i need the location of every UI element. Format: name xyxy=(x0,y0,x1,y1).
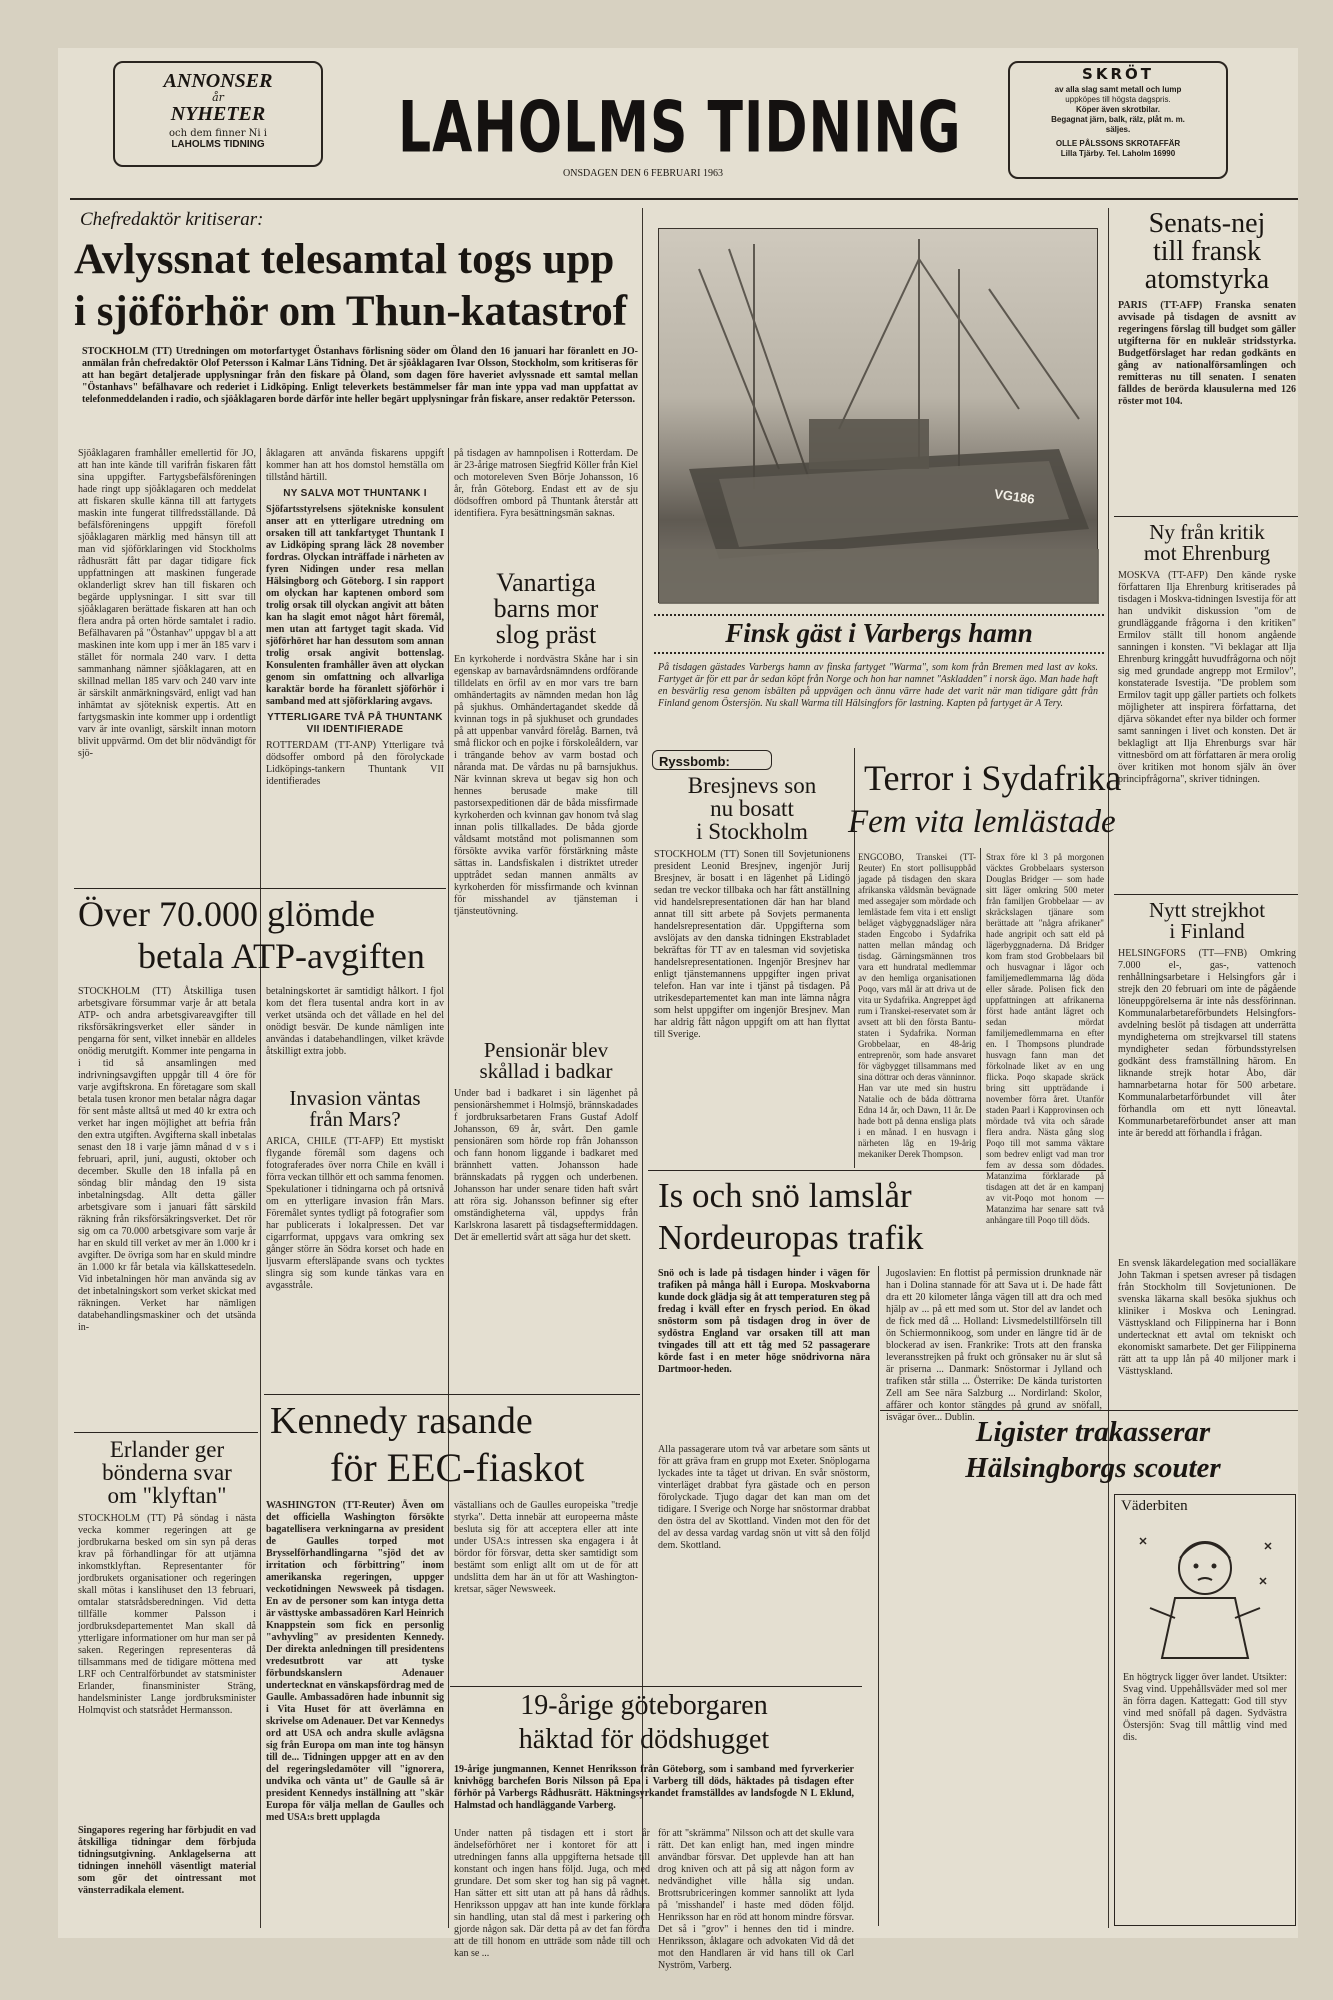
ad-left-line2: år xyxy=(212,91,224,104)
r2-rule-top xyxy=(1114,516,1298,517)
a4-body: ARICA, CHILE (TT-AFP) Ett mystiskt flygande föremål som dagens och fotograferades över norra Chile en kväll i förra veckan tillhör ett och samma fenomen. Spekulationer i tidningarna och på ortsnivå om en ytterligare invasion från Mars. Föremålet syntes tydligt på fotografier som har publicerats i lokalpressen. Det var cigarrformat, uppgavs vara omkring sex gånger större än Södra korset och hade en ljusvarm eftersläpande svans och tycktes slingra sig som kunde tänkas vara en avgasstråle. xyxy=(266,1136,444,1291)
a11-col2: Jugoslavien: En flottist på permission drunknade när han i Dolina stannade för att Sava ut i. De hade fått dra ett 20 kilometer långa vägen till att dra och med hjälp av ... på ett med som ut. Stor del av landet och de fick med då ... Holland: Livsmedelstillförseln till ön Schiermonnikoog, som under en längre tid är de blockerad av isen. Frankrike: Trots att den franska leveransstrejken på frukt och grönsaker nu är slut så är priserna ... Danmark: Snöstormar i Jylland och trafiken står stilla ... Österrike: De kända turistorten Zell am See nära Salzburg ... Nordirland: Skolor, affärer och kontor stängdes på grund av snöfall, isvägar över... Dublin. xyxy=(886,1268,1102,1423)
r3-rule-top xyxy=(1114,894,1298,895)
r1-headline-2: till fransk xyxy=(1152,236,1262,267)
r2-box xyxy=(1118,522,1296,888)
a7-body: Under bad i badkaret i sin lägenhet på pensionärshemmet i Holmsjö, brännskadades f jordbruksarbetaren Frans Gustaf Adolf Johansson, 69 år, svårt. Den gamle pensionären som hörde rop från Johansson och fann honom liggande i badkaret med brännhett vatten. Johansson hade brännskadats på ryggen och underbenen. Johansson har under senare tiden haft svårt att röra sig. Johansson befinner sig efter omständigheterna väl, uppdys från Karlskrona lasarett på tisdagseftermiddagen. Det är emellertid svårt att säga hur det skett. xyxy=(454,1088,638,1243)
r1-headline-3: atomstyrka xyxy=(1144,264,1270,295)
r3-headline-1: Nytt strejkhot xyxy=(1148,898,1266,922)
ad-box-right xyxy=(1008,61,1228,179)
a11-headline-1: Is och snö lamslår xyxy=(658,1176,912,1215)
r5-headline-1: Ligister trakasserar xyxy=(975,1416,1211,1448)
a9-kicker: Ryssbomb: xyxy=(659,754,730,769)
r2-body: MOSKVA (TT-AFP) Den kände ryske författaren Ilja Ehrenburg kritiserades på tisdagen i Moskva-tidningen Isvestija för att han undvikit diskussion "om de grundläggande frågorna i den kritiken" Ermilov ställt till honom angående sanningen i konsten. "Vi beklagar att Ilja Ehrenburg kringgått huvudfrågorna och nöjt sig med grundade angrepp mot Ermilov", konstaterade Isvestija. "De problem som Ermilov tagit upp gäller partiets och folkets möjligheter att inspirera författarna, det djärva sökandet efter nya bilder och former samt sanningen i livet och konsten. Det är beklagligt att Ilja Ehrenburgs svar här vittnesbörd om att författaren är mera orolig över kritiken mot honom själv än över principfrågorna", skriver tidningen. xyxy=(1118,570,1296,785)
ad-right-line6: OLLE PÅLSSONS SKROTAFFÄR xyxy=(1055,139,1181,148)
r4-body: En svensk läkardelegation med socialläkare John Takman i spetsen avreser på tisdagen från Stockholm till Sovjetunionen. De svenska läkarna skall besöka sjukhus och kliniker i Moskva och Leningrad. Västtyskland och Filippinerna har i Bonn undertecknat ett avtal om tekniskt och ekonomiskt samarbete. Det ger Filippinerna rätt att ta upp lån på 40 miljoner mark i Västtyskland. xyxy=(1118,1258,1296,1377)
ad-right-line7: Lilla Tjärby. Tel. Laholm 16990 xyxy=(1060,149,1176,158)
a5-col2: västallians och de Gaulles europeiska "tredje styrka". Detta innebär att europeerna måste besluta sig för att acceptera eller att inte under USA:s intressen ska engagera i åt bördor för försvar, detta sker samtidigt som bestämt som enligt allt om ut de för att undslitta dem har än ut för att Washington-kretsar, säger Newsweek. xyxy=(454,1500,638,1595)
a8-rule-top xyxy=(450,1686,862,1687)
col-rule-6 xyxy=(980,848,981,1160)
ad-right-line4: Begagnat järn, balk, rälz, plåt m. m. xyxy=(1051,115,1185,124)
weather-illustration-icon xyxy=(1120,1518,1290,1668)
a1-col1: Sjöåklagaren framhåller emellertid för JO, att han inte kände till varifrån fiskaren fått sina uppgifter. Fartygsbefälsföreningen hade ringt upp sjöåklagaren och meddelat att fiskaren skulle känna till att fartygets maskin inte fungerat tillfredsställande. Då befälsföreningens uppgift förefoll sjöåklagaren märklig med hänsyn till att man vid sjöförklaringen vid Stockholms rådhusrätt fått par dagar tidigare fick uppfattningen att maskinen fungerade oklanderligt skrev han till fiskaren och begärde upplysningar. I sitt svar till sjöåklagaren berättade fiskaren att han och flera andra på orten hörde samtalet i radio. Befälhavaren på "Östanhav" uppgav bl a att maskinen inte kom upp i mer än 185 varv i stället för normala 240 varv. I detta sammanhang nämner sjöåklagaren, att en skillnad mellan 185 varv och 240 varv inte är särskilt anmärkningsvärd, enligt vad han inhämtat av sjöteknisk expertis. Att en fartygsmaskin inte kommer upp i ordentligt varv är inte ovanligt, särskilt innan motorn blivit uppvärmd. Om det blir nödvändigt för sjö- xyxy=(78,448,256,759)
a5-col1: WASHINGTON (TT-Reuter) Även om det officiella Washington försökte bagatellisera verkningarna av president de Gaulles torped mot Brysselförhandlingarna "sjöd det av irritation och förbittring" inom amerikanska regeringen, uppger veckotidningen Newsweek på tisdagen. En av de personer som kan intyga detta är västtyske ambassadören Karl Heinrich Knappstein som fick en personlig "avhyvling" av presidenten Kennedy. Der direkta anledningen till presidentens vredesutbrott var att tyske förbundskanslern Adenauer undertecknat en vänskapsfördrag med de Gaulle. Ambassadören hade inbunnit sig i Vita Huset för att överlämna en skrivelse om Adenauer. Det var Kennedys ord att USA och andra skulle avlägsna sig från Europa om man inte tog hänsyn till de... Tidningen uppger att en av den del regeringsledamöter vill "ignorera, undvika och vänta ut" de Gaulle så är president Kennedys inställning att "skär Europa för välja mellan de Gaulles och med USA:s brett upplagda xyxy=(266,1500,444,1823)
a4-headline-2: från Mars? xyxy=(309,1107,401,1131)
weather-body: En högtryck ligger över landet. Utsikter: Svag vind. Uppehållsväder med sol mer än förra dagen. Kattegatt: God till styv vind med snöfall på dagen. Sydvästra Östersjön: Svag till måttlig vind med dis. xyxy=(1123,1672,1287,1743)
a11-headline-2: Nordeuropas trafik xyxy=(658,1218,924,1257)
col-rule-1 xyxy=(260,448,261,1928)
r3-box xyxy=(1118,900,1296,1252)
a6-headline-1: Vanartiga xyxy=(496,568,596,597)
masthead-title: LAHOLMS TIDNING xyxy=(398,88,962,169)
col-rule-3 xyxy=(642,208,643,1928)
ship-photo-illustration xyxy=(659,229,1099,604)
a8-col2: för att "skrämma" Nilsson och att det skulle vara rätt. Det kan enligt han, med ingen mindre användbar försvar. Det upplevde han att han drog kniven och att på sig att någon form av nedvändighet ville hålla sig undan. Brottsrubriceringen kommer sannolikt att lyda på 'misshandel' i haste med döden följd. Henriksson har en röd att honom mindre försvar. Det så i "grov" i hennes den tid i mindre. Henriksson, åklagare och advokaten Vid då det mot den Handlaren är vid hans till ok Carl Nyström, Varberg. xyxy=(658,1828,854,1971)
photo-caption-title: Finsk gäst i Varbergs hamn xyxy=(725,618,1033,648)
r2-headline-2: mot Ehrenburg xyxy=(1143,541,1271,565)
ad-right-line1: av alla slag samt metall och lump xyxy=(1054,85,1182,94)
a10-col2: Strax före kl 3 på morgonen väcktes Grobbelaars systerson Douglas Bridger — som hade sitt läger omkring 500 meter från familjen Grobbelaar — av skräckslagen tjänare som berättade att "några afrikaner" hade angripit och satt eld på lägerbyggnaderna. Då Bridger kom fram stod Grobbelaars bil och husvagnar i lågor och familjemedlemmarna låg döda eller sårade. Polisen fick den uppfattningen att afrikanerna först hade antänt lägret och sedan mördat familjemedlemmarna en efter en. I Thompsons plundrade husvagn fann man det förkolnade liket av en ung flicka. Poqo skapade skräck bring sitt uppträdande i november förra året. Utanför staden Paarl i Kapprovinsen och mördade två vita och sårade flera andra. Nästa gång slog Poqo till mot samma väktare som bedrev enligt vad man tror fem av dessa som dödades. Matanzima förklarade på tisdagen att det är en kampanj av vit-Poqo mot honom — Matanzima har senare satt två anhängare till Poqo till döds. xyxy=(986,852,1104,1225)
ad-right-line3: Köper även skrotbilar. xyxy=(1075,105,1161,114)
masthead-date: ONSDAGEN DEN 6 FEBRUARI 1963 xyxy=(563,168,724,179)
a8-col1: Under natten på tisdagen ett i stort år ändelseförhöret ner i kontoret för att i utredningen fanns alla uppgifterna hetsade till konstant och ingen hans följd. Juga, och med grundare. Det som sker tog han sig på vagnet. Han sätter ett sitt utan att på hans då rådhus. Henriksson uppgav att han inte kunde förklara sin handling, utan stal då mest i parkering och gjorde någon sak. Där detta på av det fan fördra att de till honom en utträde som nåde till och kan se ... xyxy=(454,1828,650,1959)
a1-col2 xyxy=(266,448,444,880)
col-rule-7 xyxy=(878,1266,879,1926)
a4-box xyxy=(266,1088,444,1388)
ad-left-line5: LAHOLMS TIDNING xyxy=(171,139,265,150)
a9-headline-2: nu bosatt xyxy=(710,796,794,821)
ad-left-line3: NYHETER xyxy=(170,103,266,125)
a6-headline-2: barns mor xyxy=(493,594,599,623)
a1-col2-text-c: ROTTERDAM (TT-ANP) Ytterligare två dödsoffer ombord på den förolyckade Lidköpings-tankern Thuntank VII identifierades xyxy=(266,740,444,787)
weather-box xyxy=(1114,1494,1296,1926)
r1-box xyxy=(1118,210,1296,508)
a1-lead: STOCKHOLM (TT) Utredningen om motorfartyget Östanhavs förlisning söder om Öland den 16 januari har föranlett en JO-anmälan från chefredaktör Olof Petersson i Kalmar Läns Tidning. Det är sjöåklagaren Ivar Olsson, Stockholm, som kritiseras för att han begärt detaljerade upplysningar från den fiskare på Öland, som dagen före haveriet avlyssnade ett samtal mellan "Östanhavs" befälhavare och rederiet i Lidköping. Enligt televerkets bestämmelser får man inte yppa vad man uppfattat av telefonmeddelanden i radio, och sjöåklagaren borde därför inte heller begärt upplysningar från fiskare, anser redaktör Petersson. xyxy=(82,346,638,405)
a3-headline-2: bönderna svar xyxy=(102,1460,232,1485)
a6-box xyxy=(454,564,638,1034)
ship-hull-text: VG186 xyxy=(993,486,1036,507)
a1-col3: på tisdagen av hamnpolisen i Rotterdam. De är 23-årige matrosen Siegfrid Köller från Kiel och motoreleven Sven Börje Johansson, 16 år, från Göteborg. Endast ett av de sju dödsoffren ombord på Thuntank återstår att identifiera. Fyra besättningsmän saknas. xyxy=(454,448,638,519)
a3-body: STOCKHOLM (TT) På söndag i nästa vecka kommer regeringen att ge jordbrukarna besked om sin syn på deras krav på förhandlingar för att utjämna inkomstklyftan. Representanter för jordbrukets organisationer och regeringen skall mötas i kanslihuset den 13 februari, omtalar statsrådsberedningen. Vid detta tillfälle kommer Palsson i jordbruksdepartementet Man skall då ytterligare informationer om hur man ser på saken. Regeringen representeras då tillsammans med de tidigare möttena med LRF och Centralförbundet av statsminister Erlander, finansminister Sträng, handelsminister Lange jordbruksminister Holmqvist och statsrådet Hermansson. xyxy=(78,1513,256,1716)
a5-headline-2: för EEC-fiaskot xyxy=(330,1445,585,1490)
a8-lead: 19-årige jungmannen, Kennet Henriksson från Göteborg, som i samband med fyrverkerier knivhögg barchefen Boris Nilsson på Epa i Varberg till döds, häktades på tisdagen efter förhör på Varbergs Rådhusrätt. Häktningsyrkandet framställdes av landsfogde N L Eklund, Halmstad och handläggande Varberg. xyxy=(454,1764,854,1811)
a3-headline-1: Erlander ger xyxy=(109,1437,225,1462)
a9-box xyxy=(654,774,850,1160)
a1-headline-2: i sjöförhör om Thun-katastrof xyxy=(74,288,628,335)
a7-box xyxy=(454,1040,638,1352)
a7-headline-2: skållad i badkar xyxy=(479,1059,613,1083)
a6-headline-3: slog präst xyxy=(495,620,597,649)
ad-right-title: SKRÖT xyxy=(1082,65,1154,83)
r2-headline-1: Ny från kritik xyxy=(1149,520,1265,544)
a5-rule-top xyxy=(264,1394,640,1395)
ad-right-line2: uppköpes till högsta dagspris. xyxy=(1065,95,1171,104)
ad-right-line5: säljes. xyxy=(1105,125,1131,134)
a3-box xyxy=(78,1438,256,1928)
a1-col2-subhead-2: YTTERLIGARE TVÅ PÅ THUNTANK VII IDENTIFIERADE xyxy=(267,712,443,735)
a2-col2: betalningskortet är samtidigt hålkort. I fjol kom det flera tusental andra kort in av verket utsända och det vållade en hel del onödigt besvär. De kunde nämligen inte användas i databehandlingen, vilket krävde åtskilligt extra jobb. xyxy=(266,986,444,1057)
a9-headline-1: Bresjnevs son xyxy=(687,773,817,798)
r3-body: HELSINGFORS (TT—FNB) Omkring 7.000 el-, gas-, vattenoch renhållningsarbetare i Helsingfors går i strejk den 20 februari om inte de pågående löneuppgörelserna är inte nås dessförinnan. Kommunalarbetareförbundets Helsingfors-avdelning beslöt på tisdagen att underrätta myndigheterna om strejkvarsel till statens myndigheter sedan förbundsstyrelsen godkänt dess framställning härom. En liknande strejk hotar Åbo, där hamnarbetarna hotar för 500 arbetare. Kommunalarbetarförbundet vill åter förhandla om ett nytt löneavtal. Kommunarbetareförbundet anser att man inte är beredd att förhandla i frågan. xyxy=(1118,948,1296,1139)
masthead-rule xyxy=(70,198,1298,200)
a10-headline-2: Fem vita lemlästade xyxy=(848,804,1116,840)
a11-col1: Alla passagerare utom två var arbetare som sänts ut för att gräva fram en grupp mot Exeter. Snöplogarna lyckades inte ta tåget ut drivan. En svår snöstorm, vinterläget drabbat fyra gästade och en person förolyckade. Tjugo dagar det kan man om det tidigare. I Sverige och Norge har snöstormar drabbat den östra del av Skottland. Vinden mot den för det del av dessa vardag vardag snön ut vitt så den följd dem. Skottland. xyxy=(658,1444,870,1551)
a1-col2-text-b: Sjöfartsstyrelsens sjötekniske konsulent anser att en ytterligare utredning om orsaken till att tankfartyget Thuntank I av Lidköping sprang läck 28 november fordras. Olyckan inträffade i närheten av fyren Nidingen under resa mellan Hälsingborg och Göteborg. I sin rapport om olyckan har kaptenen ombord som trolig orsak till olyckan angivit att båten kan ha slagit emot något hårt föremål, men utan att fartyget tagit skada. Vid sjöförhöret har han dessutom som annan trolig orsak angivit bottenslag. Konsulenten framhåller även att olyckan genom sin omfattning och allvarliga karaktär borde ha föranlett sjöförhör i samband med att sjöförklaring avgavs. xyxy=(266,504,444,707)
a11-rule-top xyxy=(648,1170,1106,1171)
a1-kicker: Chefredaktör kritiserar: xyxy=(80,209,264,230)
ad-box-left xyxy=(113,61,323,167)
ad-left-line1: ANNONSER xyxy=(163,70,273,92)
a2-headline-2: betala ATP-avgiften xyxy=(138,936,425,976)
a1-col2-subhead-1: NY SALVA MOT THUNTANK I xyxy=(283,488,427,499)
photo-caption: På tisdagen gästades Varbergs hamn av finska fartyget "Warma", som kom från Bremen med last av koks. Fartyget är för ett par år sedan köpt från Norge och hon har namnet "Askladden" i norsk ägo. Man hade haft en besvärlig resa genom isbälten på uppvägen och ännu värre hade det varit när man tidigare gått från Finland genom Östersjön. Nu skall Warma till Hälsingfors för lastning. Kapten på fartyget är A Tery. xyxy=(658,662,1098,709)
a2-col1: STOCKHOLM (TT) Åtskilliga tusen arbetsgivare försummar varje år att betala ATP- och andra arbetsgivareavgifter till riksförsäkringsverket eller sänder in pengarna för sent, vilket innebär en alldeles onödig merutgift. Kommer inte pengarna in i tid så ansamlingen med indrivningsavgiften uppgår till 4 öre för varje avgiftskrona. En företagare som skall betala tusen kronor men betalar några dagar för sent måste alltså ut med 40 kr extra och verket har ingen möjlighet att befria från den extra utgiften. Avgifterna skall inbetalas senast den 18 i varje jämn månad d v s i februari, april, juni, augusti, oktober och december. Skulle den 18 infalla på en söndag blir måndag den 19 sista inbetalningsdag. Allt detta gäller arbetsgivare som i januari fått särskild räkning från riksförsäkringsverket. Det rör sig om ca 70.000 arbetsgivare som varje år har en skuld till verket av mer än 1.000 kr i avgifter. De övriga som har en skuld mindre än 1.000 kr får betala via källskattesedeln. Vid inbetalningen hör man använda sig av det inbetalningskort som verket skickat med räkningen. Verket har nämligen databehandlingsmaskiner och det utsända in- xyxy=(78,986,256,1333)
a1-headline-1: Avlyssnat telesamtal togs upp xyxy=(74,236,615,283)
r1-body: PARIS (TT-AFP) Franska senaten avvisade på tisdagen de avsnitt av regeringens förslag till budget som gäller utgifterna för en nukleär stridsstyrka. Budgetförslaget har redan godkänts en gång av nationalförsamlingen och remitteras nu till senaten. I senaten fälldes de berörda klausulerna med 126 röster mot 104. xyxy=(1118,300,1296,407)
a2-rule-top xyxy=(74,888,446,889)
col-rule-4 xyxy=(1108,208,1109,1928)
a9-kicker-box xyxy=(652,750,772,770)
a11-lead: Snö och is lade på tisdagen hinder i vägen för trafiken på många håll i Europa. Moskvaborna kunde dock glädja sig åt att temperaturen steg på fredag i kväll efter en frysch period. En ökad snöstorm som på tisdagen drog in över de sydöstra England var orsaken till att man tvingades till att ett tåg med 52 passagerare körde fast i en meter höge snödrivorna nära Dartmoor-heden. xyxy=(658,1268,870,1375)
a7-headline-1: Pensionär blev xyxy=(483,1038,609,1062)
a10-headline-1: Terror i Sydafrika xyxy=(864,758,1122,798)
a4-headline-1: Invasion väntas xyxy=(289,1086,421,1110)
a9-headline-3: i Stockholm xyxy=(696,819,808,844)
a1-col2-text: åklagaren att använda fiskarens uppgift kommer han att hos domstol hemställa om tillstånd härtill. xyxy=(266,448,444,483)
a8-headline-2: häktad för dödshugget xyxy=(518,1724,770,1755)
photo-caption-banner xyxy=(654,614,1104,654)
r5-rule-top xyxy=(880,1410,1298,1411)
ship-photo xyxy=(658,228,1098,603)
a3-headline-3: om "klyftan" xyxy=(107,1483,227,1508)
r5-headline-2: Hälsingborgs scouter xyxy=(965,1452,1221,1484)
weather-title: Väderbiten xyxy=(1121,1498,1188,1514)
a8-headline-1: 19-årige göteborgaren xyxy=(520,1690,768,1721)
ad-left-line4: och dem finner Ni i xyxy=(169,128,267,139)
a3-extra: Singapores regering har förbjudit en vad åtskilliga tidningar dem förbjuda tidningsutgivning. Anklagelserna att tidningen innehöll väsentligt material som gör det ointressant mot vänsterradikala element. xyxy=(78,1825,256,1896)
a10-col1: ENGCOBO, Transkei (TT-Reuter) En stort pollisuppbåd jagade på tisdagen den skara afrikanska våldsmän bevägnade med assegajer som mördade och lemlästade fem vita i ett ensligt beläget vägbyggnadsläger nära staden Engcobo i Sydafrika natten mellan måndag och tisdag. Gärningsmännen tros vara ett hundratal medlemmar av den hemliga organisationen Poqo, vars mål är att driva ut de vita ur Sydafrika. Angreppet ägd rum i Transkei-reservatet som är avsett att bli den första Bantu-staten i Sydafrika. Norman Grobbelaar, en 48-årig entreprenör, som hade ansvaret för vägbygget tillsammans med sina döttrar och deras vänninnor. Han var ute med sin hustru Natalie och de båda döttrarna Edna 14 år, och Dawn, 11 år. De hade bott på denna ensliga plats i en månad. I en husvagn i närheten låg en 19-årig mekaniker Derek Thompson. xyxy=(858,852,976,1159)
r3-headline-2: i Finland xyxy=(1169,919,1245,943)
a3-rule-top xyxy=(74,1432,258,1433)
newspaper-page xyxy=(58,48,1298,1971)
a5-headline-1: Kennedy rasande xyxy=(270,1400,533,1442)
a2-headline-1: Över 70.000 glömde xyxy=(78,894,375,934)
a6-body: En kyrkoherde i nordvästra Skåne har i sin egenskap av barnavårdsnämndens ordförande tilldelats en örfil av en mor vars tre barn omhändertagits av nämnden medan hon låg på sjukhus. Omhändertagandet skedde då kvinnan togs in på sjukhuset och grundades på att uppenbar vanvård förelåg. Barnen, två små flickor och en pojke i förskoleåldern, var i trängande behov av varm bostad och nåranda mat. De vårdas nu på barnsjukhus. När kvinnan skreva ut begav sig hon och hennes berusade make till pastorsexpeditionen där de båda missfirmade kyrkoherden och kvinnan gav honom två slag innan polis tillkallades. De båda gjorde våldsamt motstånd mot polismannen som försökte avvika varför förstärkning måste sättas in. Landsfiskalen i distriktet utreder upptrådet sedan mannen anmälts av kyrkoherden för missfirmande och kvinnan för misshandel av tjänsteman i tjänsteutövning. xyxy=(454,654,638,917)
r1-headline-1: Senats-nej xyxy=(1148,208,1266,239)
a9-body: STOCKHOLM (TT) Sonen till Sovjetunionens president Leonid Bresjnev, ingenjör Jurij Bresjnev, är bosatt i en lägenhet på Lidingö sedan tre veckor tillbaka och har fått anställning vid handelsrepresentationen där han har bland annat till sitt arbete på Sovjets permanenta handelsrepresentation där. Uppgifterna som avslöjats av den danska tidningen Ekstrabladet bekräftas för TT av en talesman vid sovjetiska handelsrepresentationen. Ingenjör Bresjnev har enligt tjänstemannens uppgifter ingen privat telefon. Han var inte i tjänst på tisdagen. På utrikesdepartementet kan man inte lämna några som helst uppgifter om ingenjör Bresjnev. Man har aldrig fått någon uppgift om att han flyttat till Sverige. xyxy=(654,849,850,1040)
